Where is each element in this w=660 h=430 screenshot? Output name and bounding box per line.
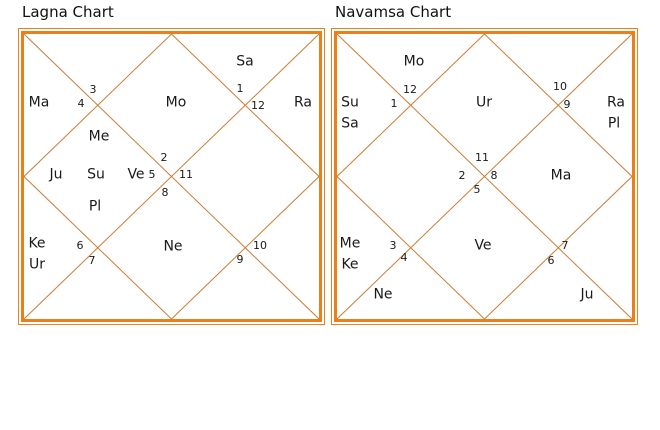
planet-ve: Ve	[127, 166, 145, 183]
house-number-1: 1	[236, 82, 244, 95]
house-number-4: 4	[77, 97, 85, 110]
house-number-10: 10	[253, 239, 267, 252]
house-number-8: 8	[490, 169, 498, 182]
house-number-6: 6	[76, 239, 84, 252]
house-number-10: 10	[553, 80, 567, 93]
house-number-9: 9	[563, 98, 571, 111]
planet-ra: Ra	[294, 94, 312, 111]
planet-sa: Sa	[236, 53, 254, 70]
house-number-2: 2	[458, 169, 466, 182]
house-number-1: 1	[390, 97, 398, 110]
lagna-chart-title: Lagna Chart	[22, 3, 114, 21]
house-number-12: 12	[251, 99, 265, 112]
charts-row	[18, 3, 638, 325]
lagna-chart-canvas	[21, 31, 322, 322]
navamsa-chart-frame	[331, 28, 638, 325]
planet-me: Me	[88, 128, 110, 145]
house-number-6: 6	[547, 254, 555, 267]
lagna-chart-frame	[18, 28, 325, 325]
planet-ur: Ur	[475, 94, 493, 111]
planet-pl: Pl	[88, 198, 102, 215]
planet-ju: Ju	[49, 166, 63, 183]
planet-ke: Ke	[341, 256, 359, 273]
house-number-4: 4	[400, 251, 408, 264]
house-number-2: 2	[160, 151, 168, 164]
planet-ne: Ne	[373, 286, 393, 303]
house-number-5: 5	[148, 168, 156, 181]
navamsa-chart-block	[331, 3, 638, 325]
planet-ur: Ur	[28, 256, 46, 273]
planet-me: Me	[339, 235, 361, 252]
planet-sa: Sa	[341, 115, 359, 132]
house-number-3: 3	[389, 239, 397, 252]
planet-ra: Ra	[607, 94, 625, 111]
navamsa-chart-title: Navamsa Chart	[335, 3, 452, 21]
planet-pl: Pl	[607, 115, 621, 132]
house-number-12: 12	[403, 83, 417, 96]
house-number-7: 7	[561, 239, 569, 252]
planet-su: Su	[87, 166, 105, 183]
planet-mo: Mo	[403, 53, 425, 70]
house-number-11: 11	[475, 151, 489, 164]
north-indian-chart-grid	[337, 34, 632, 319]
planet-ma: Ma	[550, 167, 572, 184]
house-number-9: 9	[236, 253, 244, 266]
planet-ma: Ma	[28, 94, 50, 111]
house-number-8: 8	[161, 186, 169, 199]
house-number-3: 3	[89, 83, 97, 96]
house-number-11: 11	[179, 168, 193, 181]
planet-su: Su	[341, 94, 359, 111]
planet-mo: Mo	[165, 94, 187, 111]
house-number-5: 5	[473, 183, 481, 196]
planet-ju: Ju	[580, 286, 594, 303]
lagna-chart-block	[18, 3, 325, 325]
planet-ne: Ne	[163, 238, 183, 255]
house-number-7: 7	[88, 254, 96, 267]
navamsa-chart-canvas	[334, 31, 635, 322]
planet-ve: Ve	[474, 237, 492, 254]
north-indian-chart-grid	[24, 34, 319, 319]
planet-ke: Ke	[28, 235, 46, 252]
